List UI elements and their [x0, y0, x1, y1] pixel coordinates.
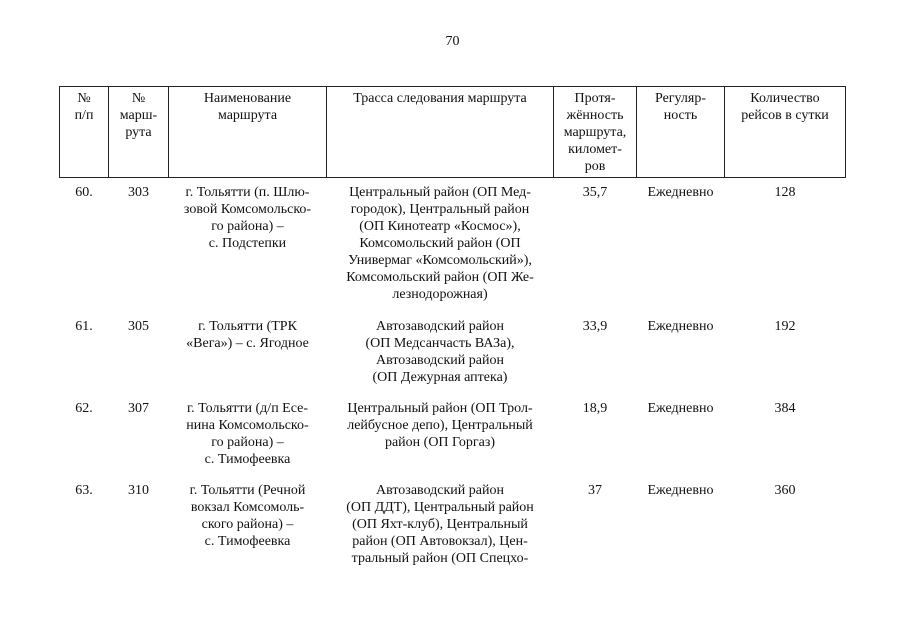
trips-per-day-cell: 192 — [774, 319, 796, 334]
route-length-cell: 35,7 — [582, 185, 608, 200]
header-route-length: Протя- жённость маршрута, километ- ров — [554, 87, 637, 178]
trips-per-day-cell: 384 — [774, 401, 796, 416]
table-row — [60, 312, 846, 394]
route-number-cell: 310 — [128, 483, 149, 498]
trips-per-day-cell: 360 — [774, 483, 796, 498]
header-route-path: Трасса следования маршрута — [327, 87, 554, 178]
row-number-cell: 60. — [75, 185, 93, 200]
route-path-cell: Автозаводский район (ОП ДДТ), Центральный район (ОП Яхт-клуб), Центральный район (ОП Автовокзал), Цен- тральный район (ОП Спецхо- — [346, 483, 534, 566]
route-length-cell: 37 — [588, 483, 602, 498]
table-row — [60, 394, 846, 476]
page-number: 70 — [445, 34, 460, 49]
regularity-cell: Ежедневно — [647, 319, 714, 334]
header-route-number: № марш- рута — [109, 87, 169, 178]
table-row — [60, 476, 846, 567]
row-number-cell: 62. — [75, 401, 93, 416]
route-name-cell: г. Тольятти (д/п Есе- нина Комсомольско- го района) – с. Тимофеевка — [186, 401, 309, 467]
route-name-cell: г. Тольятти (ТРК «Вега») – с. Ягодное — [186, 319, 309, 351]
regularity-cell: Ежедневно — [647, 185, 714, 200]
route-path-cell: Центральный район (ОП Мед- городок), Центральный район (ОП Кинотеатр «Космос»), Комсомольский район (ОП Универмаг «Комсомольский»), Комсомольский район (ОП Же- лезнодорожная) — [346, 185, 534, 302]
regularity-cell: Ежедневно — [647, 401, 714, 416]
route-path-cell: Автозаводский район (ОП Медсанчасть ВАЗа), Автозаводский район (ОП Дежурная аптека) — [365, 319, 515, 385]
table-header-row — [60, 87, 846, 178]
row-number-cell: 63. — [75, 483, 93, 498]
route-name-cell: г. Тольятти (Речной вокзал Комсомоль- ского района) – с. Тимофеевка — [189, 483, 306, 549]
table-row — [60, 178, 846, 313]
regularity-cell: Ежедневно — [647, 483, 714, 498]
row-number-cell: 61. — [75, 319, 93, 334]
route-path-cell: Центральный район (ОП Трол- лейбусное депо), Центральный район (ОП Горгаз) — [347, 401, 533, 450]
routes-table — [59, 86, 846, 567]
route-length-cell: 18,9 — [582, 401, 608, 416]
header-regularity: Регуляр- ность — [637, 87, 725, 178]
header-route-name: Наименование маршрута — [169, 87, 327, 178]
route-number-cell: 303 — [128, 185, 149, 200]
route-number-cell: 307 — [128, 401, 149, 416]
route-length-cell: 33,9 — [582, 319, 608, 334]
header-trips-per-day: Количество рейсов в сутки — [725, 87, 846, 178]
header-row-number: № п/п — [60, 87, 109, 178]
route-name-cell: г. Тольятти (п. Шлю- зовой Комсомольско- го района) – с. Подстепки — [183, 185, 312, 251]
route-number-cell: 305 — [128, 319, 149, 334]
trips-per-day-cell: 128 — [774, 185, 796, 200]
